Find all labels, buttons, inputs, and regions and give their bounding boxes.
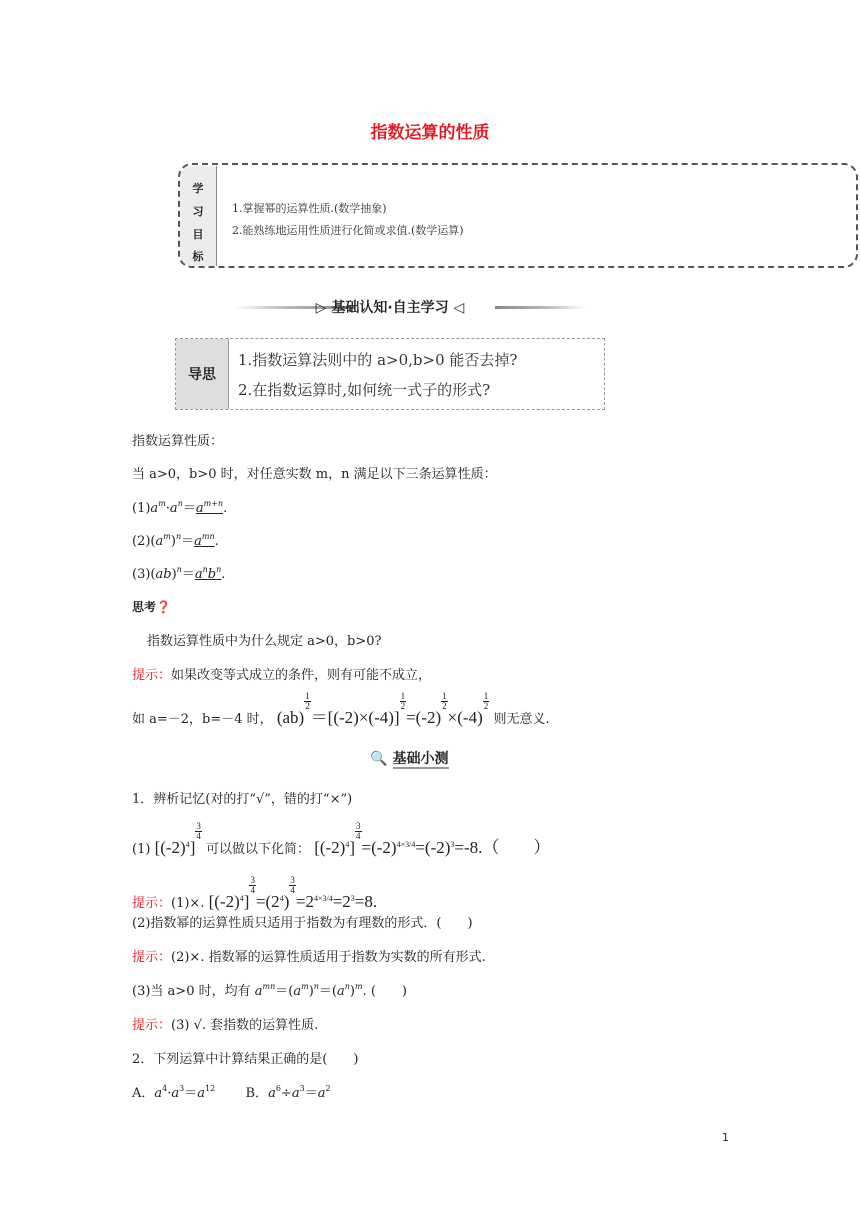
question-1-2: (2)指数幂的运算性质只适用于指数为有理数的形式．( ) xyxy=(132,916,473,931)
question-2-title: 2．下列运算中计算结果正确的是( ) xyxy=(132,1052,359,1067)
question-1-title: 1．辨析记忆(对的打“√”，错的打“×”) xyxy=(132,792,353,807)
magnifier-icon: 🔍 xyxy=(370,751,388,767)
question-1-1: (1) $[(-2)^4]$ $\frac{3}{4}$ 可以做以下化简： $[(-2)^4]$ $\frac{3}{4}$ $=(-2)^{4\times 3/4}=(-2)^3=-8$.（ ） xyxy=(132,821,551,857)
question-2-options: A．$a^4\cdot a^3=a^{12}$ B．$a^6\div a^3=a^2$ xyxy=(132,1084,331,1101)
section-banner-title: ▷ 基础认知·自主学习 ◁ xyxy=(315,300,465,316)
property-2: $(2)(a^m)^n=a^{mn}$. xyxy=(132,532,219,549)
intro-text: 指数运算性质： xyxy=(132,434,224,449)
page-title: 指数运算的性质 xyxy=(370,123,490,143)
goal-label-char: 标 xyxy=(192,250,204,263)
learning-goals-label xyxy=(180,166,217,266)
example-formula: (ab) $\frac{1}{2}$ ＝[(-2)×(-4)] $\frac{1}{2}$ =(-2) $\frac{1}{2}$ ×(-4) $\frac{1}{2}$ xyxy=(276,691,489,727)
banner-arrow-icon: ◁ xyxy=(453,300,465,316)
goal-label-char: 学 xyxy=(192,182,204,195)
guide-question: 1.指数运算法则中的 a>0,b>0 能否去掉? xyxy=(238,351,518,369)
banner-arrow-icon: ▷ xyxy=(315,300,327,316)
goal-label-char: 目 xyxy=(192,228,204,241)
question-mark-icon: ❓ xyxy=(156,600,171,614)
section-banner xyxy=(175,294,605,320)
property-3: $(3)(ab)^n=a^nb^n$. xyxy=(132,565,226,582)
page-number: 1 xyxy=(722,1131,729,1144)
example-line: 如 a=－2，b=－4 时， (ab) $\frac{1}{2}$ ＝[(-2)×(-4)] $\frac{1}{2}$ =(-2) $\frac{1}{2}$ ×(-4) $\frac{1}{2}$ 则无意义. xyxy=(132,691,550,727)
guide-question: 2.在指数运算时,如何统一式子的形式? xyxy=(238,381,491,399)
goal-label-char: 习 xyxy=(192,205,204,218)
think-question: 指数运算性质中为什么规定 a>0，b>0? xyxy=(147,634,382,649)
think-hint: 提示：如果改变等式成立的条件，则有可能不成立， xyxy=(132,668,432,683)
hint-label: 提示： xyxy=(132,668,172,683)
property-1: $(1)a^m\cdot a^n=a^{m+n}$. xyxy=(132,499,228,516)
guide-box xyxy=(175,338,605,410)
goal-item: 2.能熟练地运用性质进行化简或求值.(数学运算) xyxy=(232,224,464,237)
condition-text: 当 a>0，b>0 时，对任意实数 m，n 满足以下三条运算性质： xyxy=(132,467,497,482)
guide-label: 导思 xyxy=(176,339,229,409)
question-1-2-hint: 提示：(2)×. 指数幂的运算性质适用于指数为实数的所有形式. xyxy=(132,950,486,965)
test-banner: 🔍 基础小测 xyxy=(370,751,449,767)
think-label: 思考❓ xyxy=(132,600,171,614)
goal-item: 1.掌握幂的运算性质.(数学抽象) xyxy=(232,202,387,215)
question-1-1-hint: 提示：(1)×. $[(-2)^4]$ $\frac{3}{4}$ $=(2^4)$ $\frac{3}{4}$ $=2^{4\times 3/4}=2^3=8$. xyxy=(132,875,378,911)
question-1-3-hint: 提示：(3) √. 套指数的运算性质. xyxy=(132,1018,319,1033)
question-1-3: (3)当 a>0 时，均有 $a^{mn}=(a^m)^n=(a^n)^m$. ( ) xyxy=(132,982,408,999)
